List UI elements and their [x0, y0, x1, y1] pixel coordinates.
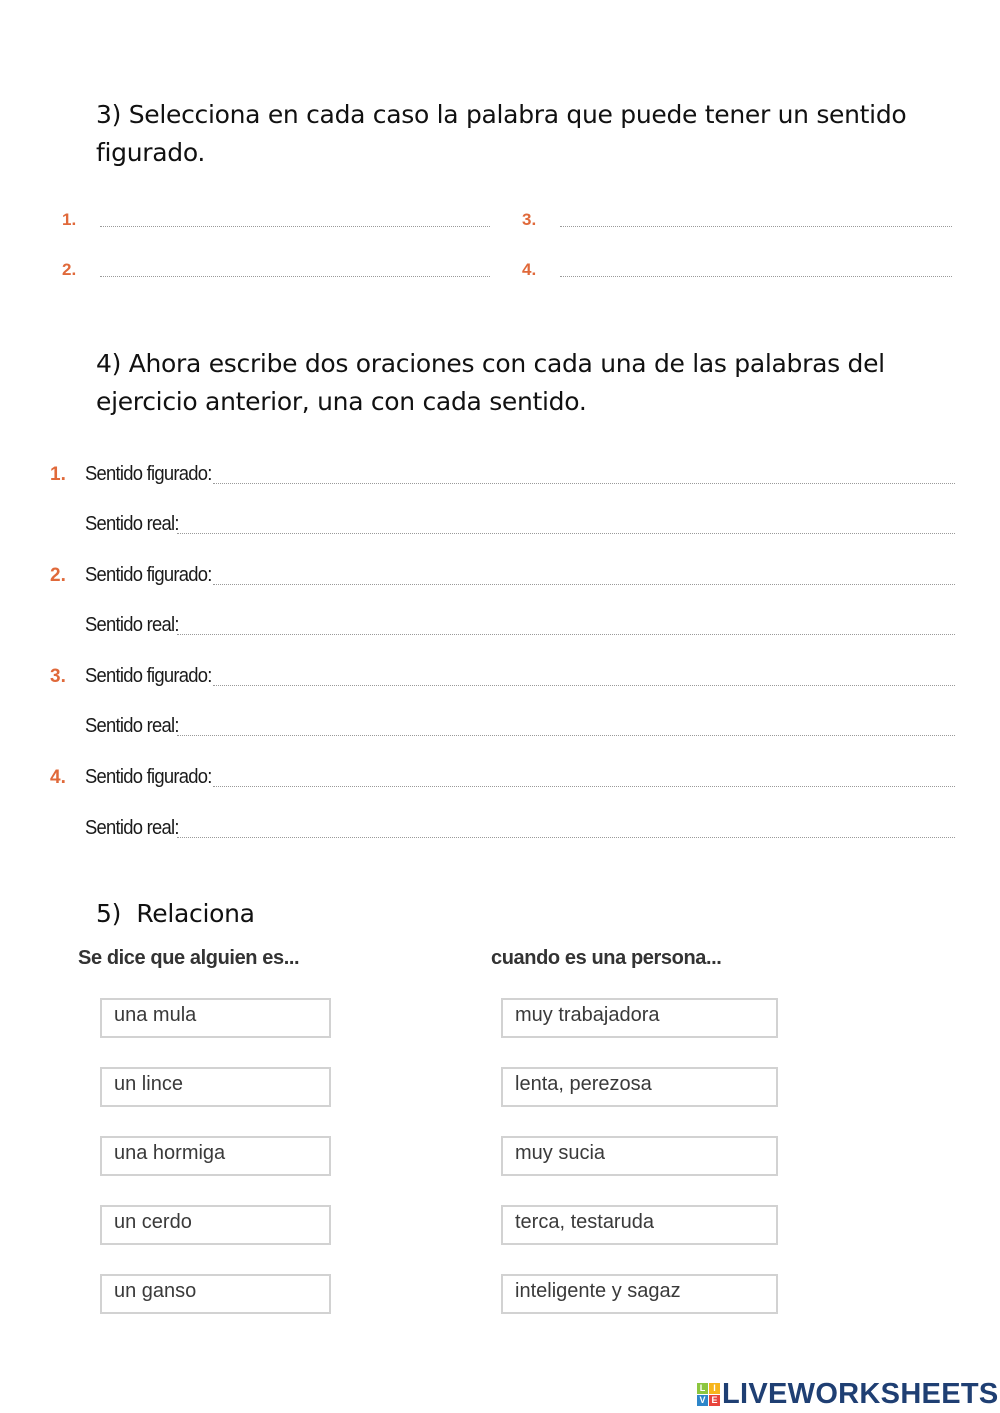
left-column-header: Se dice que alguien es...	[78, 947, 300, 969]
item-number: 2.	[62, 260, 77, 279]
item-number: 3.	[522, 210, 537, 229]
real-input-3[interactable]	[177, 717, 955, 737]
label-sentido-figurado: Sentido figurado:	[85, 463, 212, 485]
live-tiles-icon	[697, 1383, 720, 1406]
match-left-item-1[interactable]: una mula	[100, 998, 331, 1038]
logo-tile: E	[709, 1395, 720, 1406]
label-sentido-figurado: Sentido figurado:	[85, 665, 212, 687]
item-number: 1.	[50, 464, 66, 485]
exercise-4-row-4-figurado	[50, 765, 955, 789]
real-input-4[interactable]	[177, 819, 955, 839]
exercise-4-title-line1: 4) Ahora escribe dos oraciones con cada una de las palabras del	[96, 349, 885, 378]
exercise-3-title	[96, 96, 906, 172]
logo-tile: L	[697, 1383, 708, 1394]
logo-tile: V	[697, 1395, 708, 1406]
match-left-item-4[interactable]: un cerdo	[100, 1205, 331, 1245]
exercise-4-row-1-real	[50, 512, 955, 536]
exercise-3-title-line2: figurado.	[96, 138, 206, 167]
exercise-4-row-3-figurado	[50, 664, 955, 688]
real-input-1[interactable]	[177, 515, 955, 535]
exercise-4-row-2-real	[50, 613, 955, 637]
label-sentido-real: Sentido real:	[85, 513, 179, 535]
figurado-input-1[interactable]	[213, 465, 955, 485]
exercise-5-title: 5) Relaciona	[96, 899, 255, 928]
label-sentido-real: Sentido real:	[85, 715, 179, 737]
item-number: 1.	[62, 210, 77, 229]
item-number: 3.	[50, 666, 66, 687]
match-right-item-3[interactable]: muy sucia	[501, 1136, 778, 1176]
match-right-item-1[interactable]: muy trabajadora	[501, 998, 778, 1038]
figurado-input-4[interactable]	[213, 768, 955, 788]
logo-text: LIVEWORKSHEETS	[722, 1378, 999, 1410]
label-sentido-real: Sentido real:	[85, 817, 179, 839]
liveworksheets-logo	[697, 1378, 999, 1411]
exercise-4-row-1-figurado	[50, 462, 955, 486]
match-left-item-3[interactable]: una hormiga	[100, 1136, 331, 1176]
exercise-3-input-2[interactable]	[100, 260, 490, 278]
item-number: 4.	[50, 767, 66, 788]
match-right-item-5[interactable]: inteligente y sagaz	[501, 1274, 778, 1314]
match-right-item-4[interactable]: terca, testaruda	[501, 1205, 778, 1245]
exercise-3-input-4[interactable]	[560, 260, 952, 278]
match-right-item-2[interactable]: lenta, perezosa	[501, 1067, 778, 1107]
figurado-input-3[interactable]	[213, 667, 955, 687]
exercise-4-row-3-real	[50, 714, 955, 738]
match-left-item-2[interactable]: un lince	[100, 1067, 331, 1107]
label-sentido-figurado: Sentido figurado:	[85, 564, 212, 586]
right-column-header: cuando es una persona...	[491, 947, 722, 969]
exercise-3-input-3[interactable]	[560, 210, 952, 228]
exercise-4-title	[96, 345, 885, 421]
label-sentido-figurado: Sentido figurado:	[85, 766, 212, 788]
exercise-4-row-2-figurado	[50, 563, 955, 587]
exercise-3-input-1[interactable]	[100, 210, 490, 228]
exercise-3-title-line1: 3) Selecciona en cada caso la palabra que puede tener un sentido	[96, 100, 907, 129]
logo-tile: I	[709, 1383, 720, 1394]
figurado-input-2[interactable]	[213, 566, 955, 586]
match-left-item-5[interactable]: un ganso	[100, 1274, 331, 1314]
exercise-3-answer-1	[62, 210, 490, 230]
exercise-3-answer-4	[522, 260, 952, 280]
exercise-4-row-4-real	[50, 816, 955, 840]
label-sentido-real: Sentido real:	[85, 614, 179, 636]
exercise-3-answer-2	[62, 260, 490, 280]
exercise-3-answer-3	[522, 210, 952, 230]
real-input-2[interactable]	[177, 616, 955, 636]
item-number: 2.	[50, 565, 66, 586]
exercise-4-title-line2: ejercicio anterior, una con cada sentido.	[96, 387, 587, 416]
item-number: 4.	[522, 260, 537, 279]
